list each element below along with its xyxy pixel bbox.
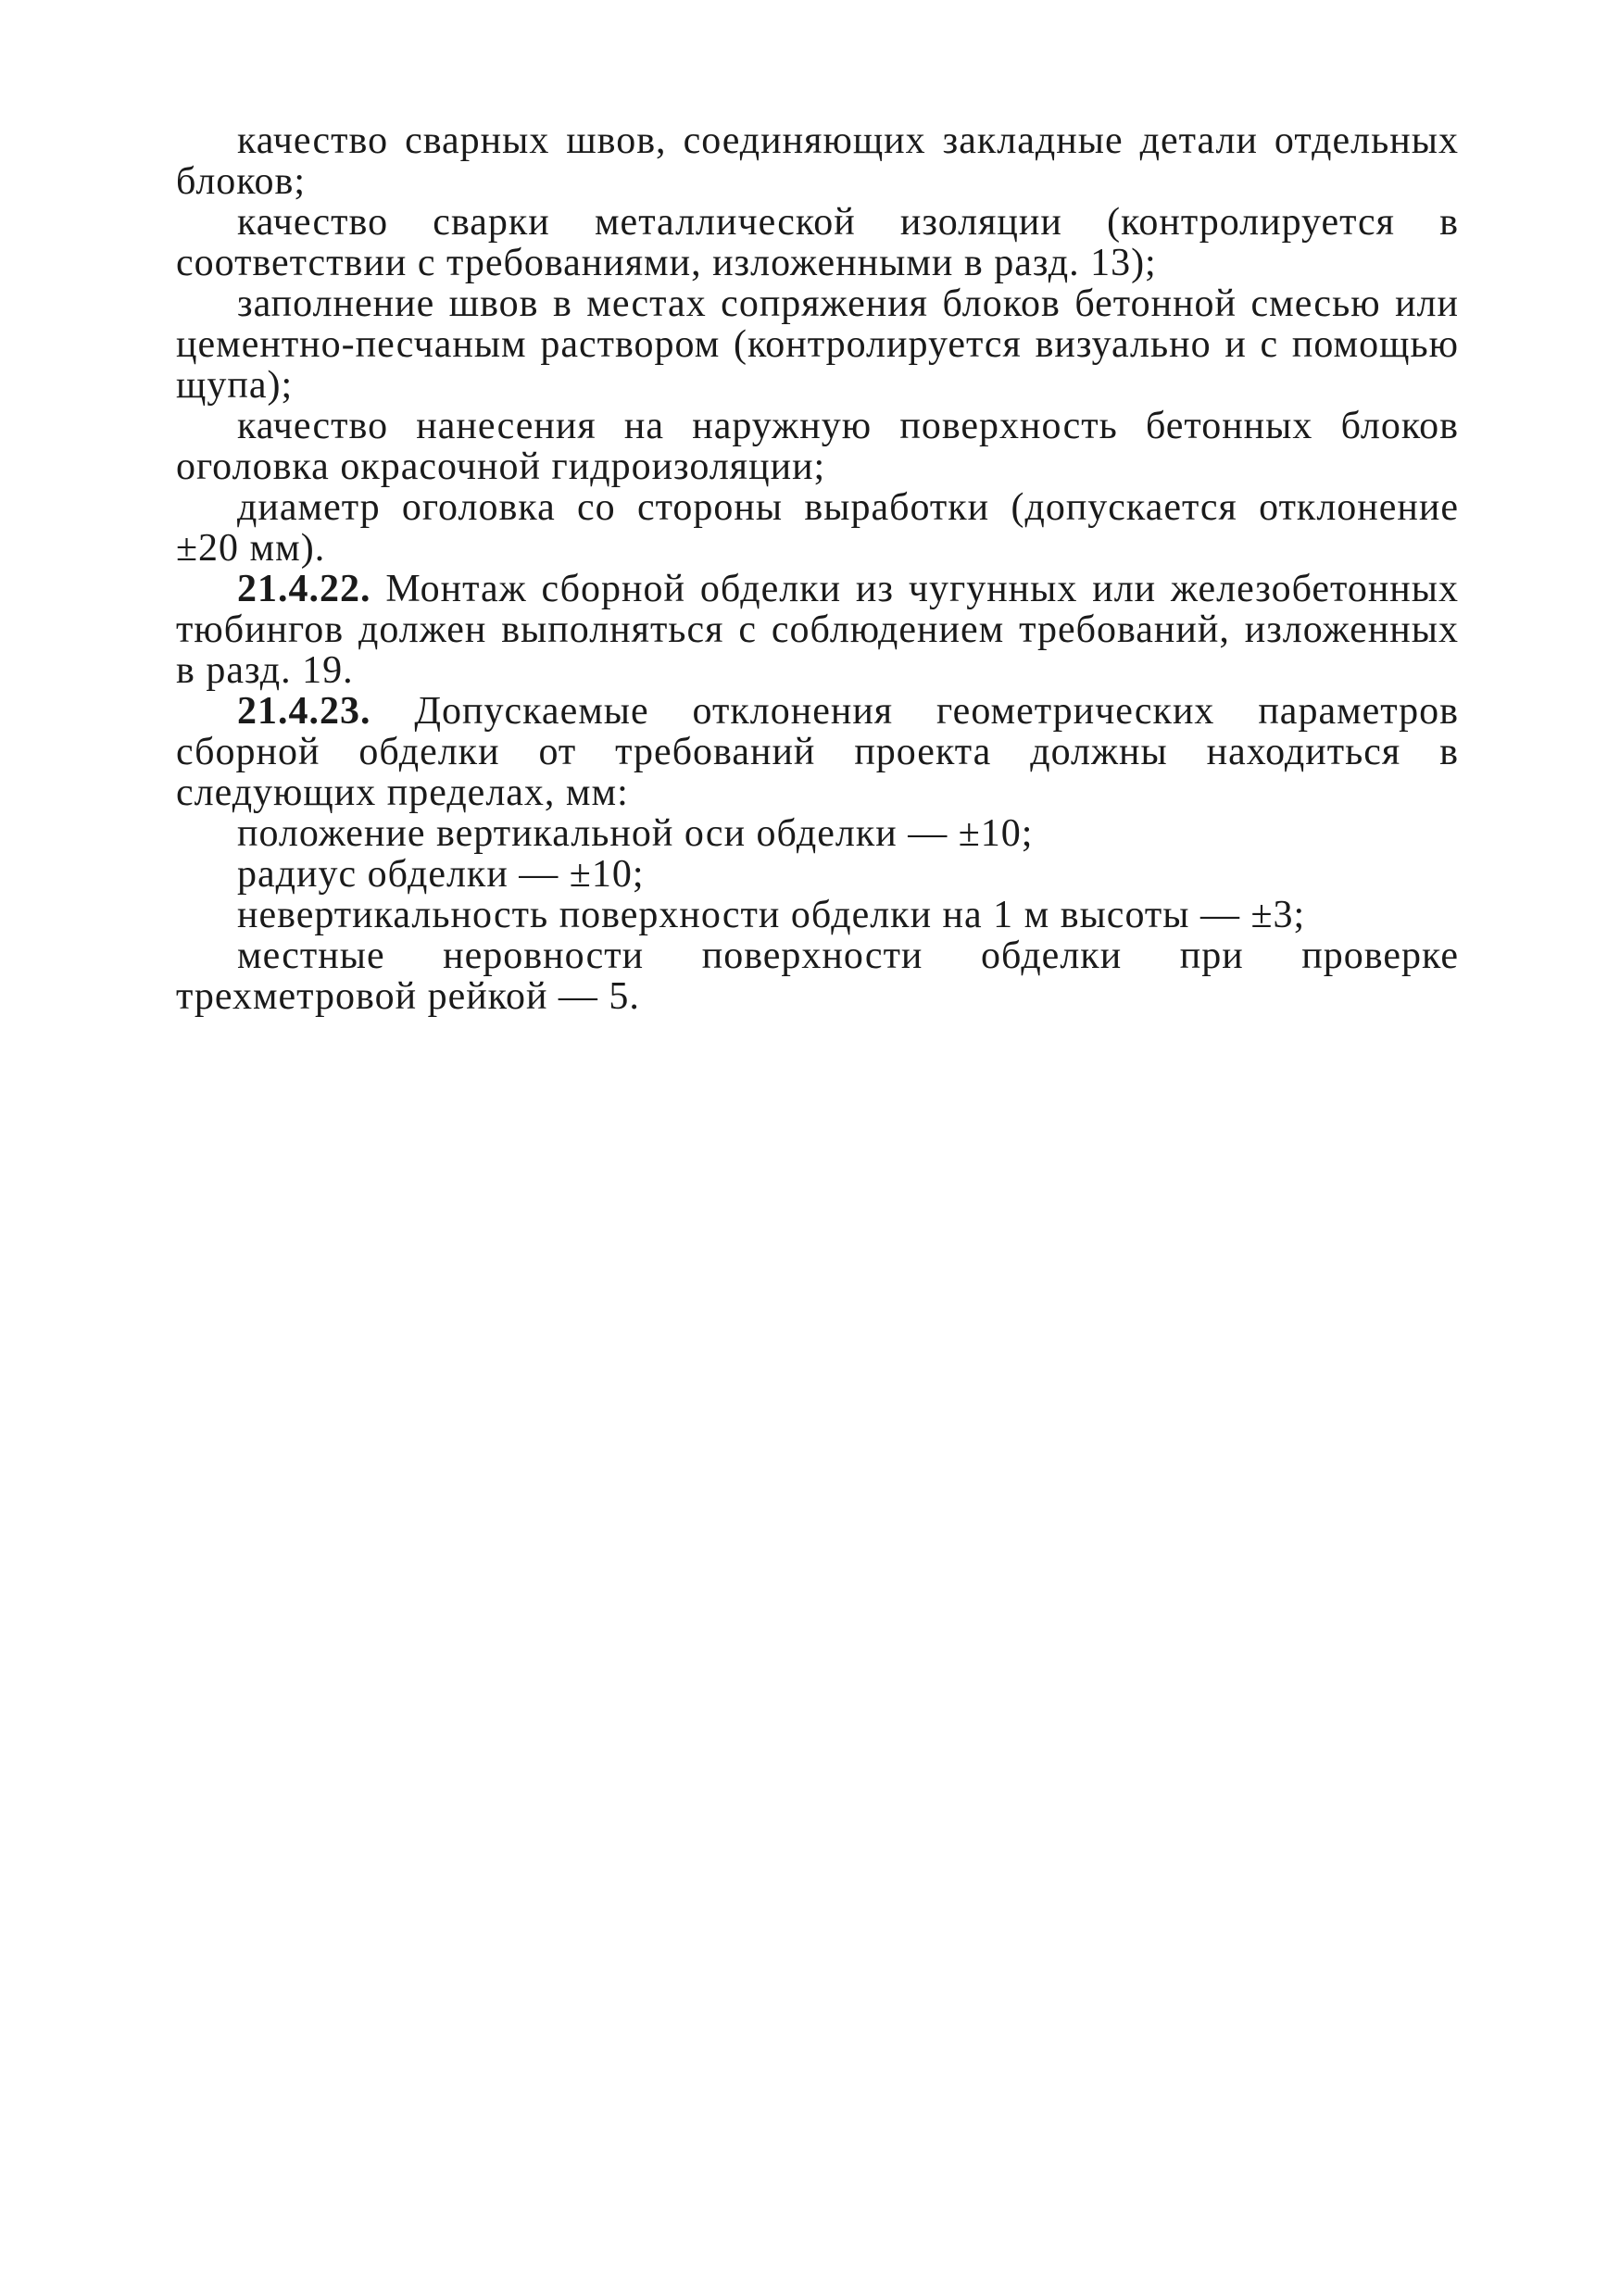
section-21-4-23: [176, 691, 1459, 813]
tolerance-radius: [176, 854, 1459, 895]
paragraph-text: Монтаж сборной обделки из чугунных или железобетонных тюбингов должен выполняться с соблюдением требований, изложенных в разд. 19.: [176, 568, 1459, 692]
paragraph-text: положение вертикальной оси обделки — ±10;: [237, 812, 1034, 855]
paragraph-text: местные неровности поверхности обделки при проверке трехметровой рейкой — 5.: [176, 935, 1459, 1018]
paragraph-text: заполнение швов в местах сопряжения блоков бетонной смесью или цементно-песчаным раствором (контролируется визуально и с помощью щупа);: [176, 282, 1459, 407]
tolerance-vertical-axis: [176, 813, 1459, 854]
tolerance-local-unevenness: [176, 935, 1459, 1017]
section-number: 21.4.22.: [237, 568, 371, 610]
paragraph-metal-insulation: [176, 202, 1459, 283]
paragraph-text: невертикальность поверхности обделки на 1 м высоты — ±3;: [237, 894, 1306, 936]
paragraph-welds: [176, 120, 1459, 202]
paragraph-joint-filling: [176, 283, 1459, 406]
tolerance-non-verticality: [176, 895, 1459, 935]
paragraph-text: радиус обделки — ±10;: [237, 853, 645, 896]
paragraph-text: качество сварных швов, соединяющих закладные детали отдельных блоков;: [176, 119, 1459, 203]
paragraph-text: качество нанесения на наружную поверхность бетонных блоков оголовка окрасочной гидроизоляции;: [176, 405, 1459, 488]
document-body: [176, 120, 1459, 1017]
paragraph-waterproofing: [176, 406, 1459, 487]
section-21-4-22: [176, 569, 1459, 691]
section-number: 21.4.23.: [237, 690, 371, 733]
paragraph-text: Допускаемые отклонения геометрических параметров сборной обделки от требований проекта должны находиться в следующих пределах, мм:: [176, 690, 1459, 814]
paragraph-text: качество сварки металлической изоляции (контролируется в соответствии с требованиями, изложенными в разд. 13);: [176, 201, 1459, 284]
paragraph-head-diameter: [176, 487, 1459, 569]
paragraph-text: диаметр оголовка со стороны выработки (допускается отклонение ±20 мм).: [176, 486, 1459, 570]
